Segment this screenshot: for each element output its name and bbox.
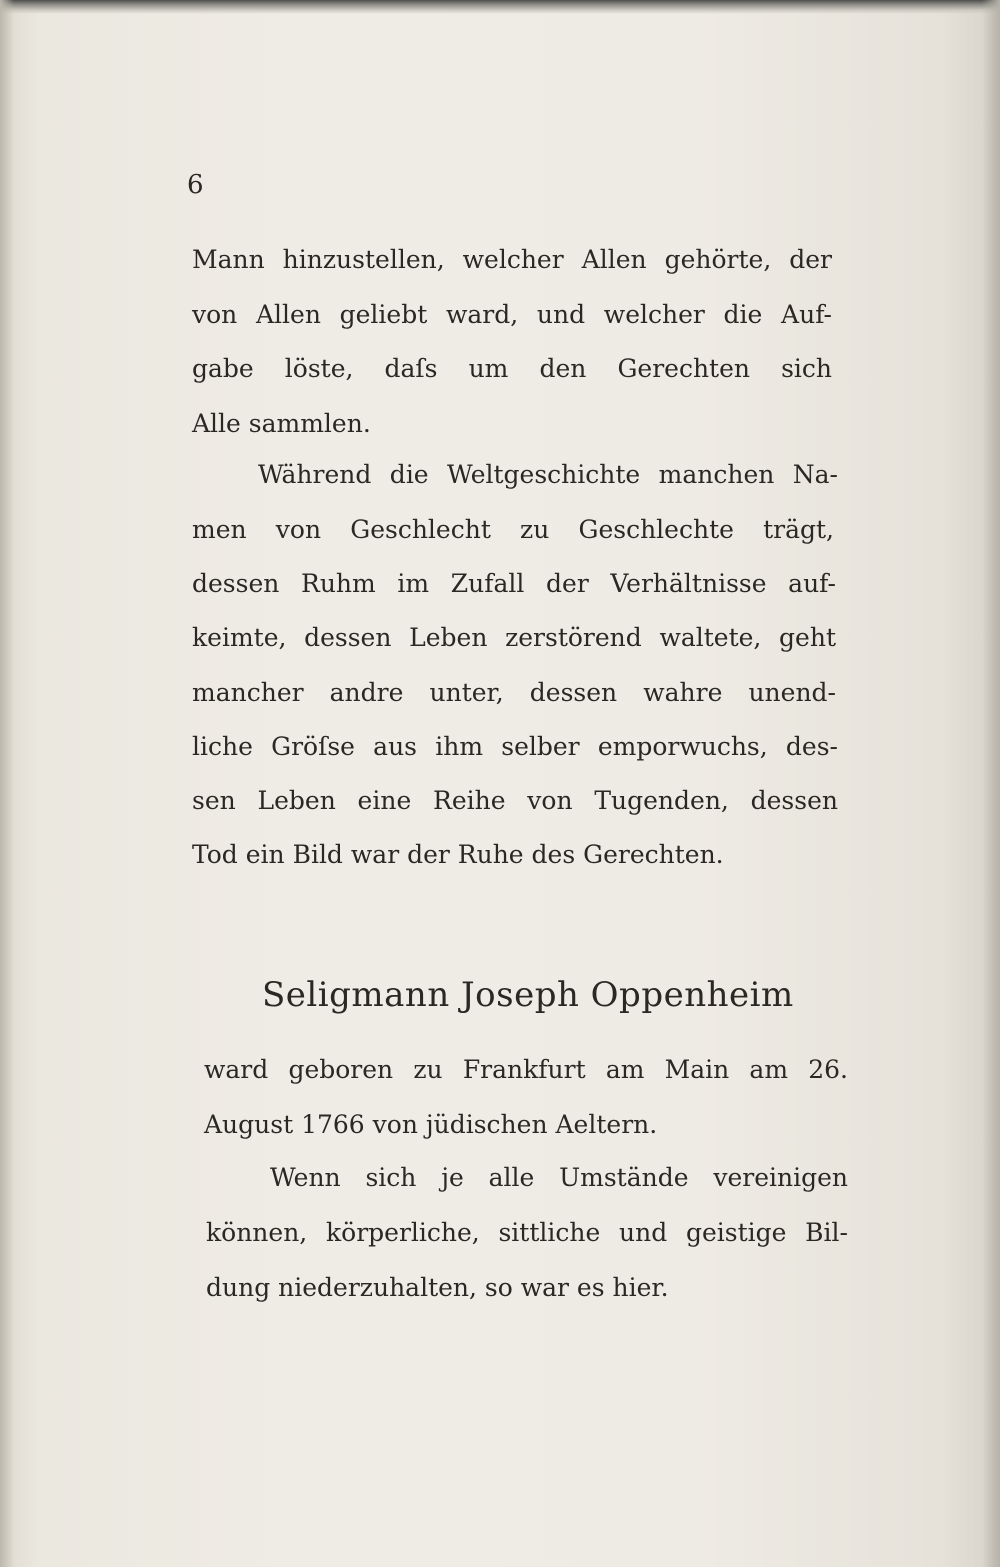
paragraph-4-line-2: können, körperliche, sittliche und geistige Bil-	[206, 1218, 848, 1247]
page-right-edge	[982, 0, 1000, 1567]
paragraph-1-line-2: von Allen geliebt ward, und welcher die Auf-	[192, 300, 832, 329]
paragraph-2-line-1: Während die Weltgeschichte manchen Na-	[258, 460, 838, 489]
paragraph-4-line-3: dung niederzuhalten, so war es hier.	[206, 1273, 669, 1302]
paragraph-4-line-1: Wenn sich je alle Umstände vereinigen	[270, 1163, 848, 1192]
paragraph-2-line-3: dessen Ruhm im Zufall der Verhältnisse auf-	[192, 569, 836, 598]
paragraph-2-line-8: Tod ein Bild war der Ruhe des Gerechten.	[192, 840, 724, 869]
paragraph-2-line-7: sen Leben eine Reihe von Tugenden, dessen	[192, 786, 838, 815]
biography-heading: Seligmann Joseph Oppenheim	[262, 975, 794, 1015]
paragraph-1-line-1: Mann hinzustellen, welcher Allen gehörte, der	[192, 245, 832, 274]
paragraph-3-line-1: ward geboren zu Frankfurt am Main am 26.	[204, 1055, 848, 1084]
paragraph-3-line-2: August 1766 von jüdischen Aeltern.	[204, 1110, 658, 1139]
page-left-edge	[0, 0, 14, 1567]
paragraph-1-line-4: Alle sammlen.	[192, 409, 371, 438]
paragraph-2-line-5: mancher andre unter, dessen wahre unend-	[192, 678, 836, 707]
page-number: 6	[187, 170, 204, 200]
paragraph-2-line-4: keimte, dessen Leben zerstörend waltete, geht	[192, 623, 836, 652]
paragraph-1-line-3: gabe löste, daſs um den Gerechten sich	[192, 354, 832, 383]
paragraph-2-line-6: liche Gröſse aus ihm selber emporwuchs, des-	[192, 732, 838, 761]
page-top-edge	[0, 0, 1000, 14]
paragraph-2-line-2: men von Geschlecht zu Geschlechte trägt,	[192, 515, 834, 544]
